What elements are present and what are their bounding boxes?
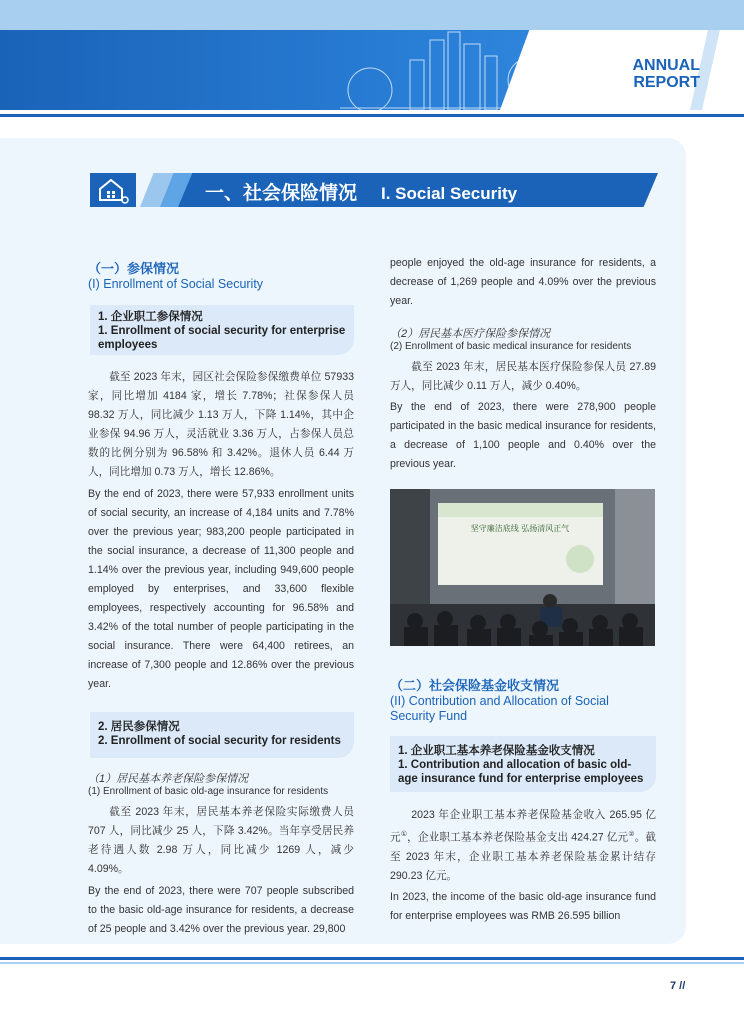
subheading-fund-cn: 1. 企业职工基本养老保险基金收支情况 [398, 745, 595, 757]
paragraph-oldage-en: By the end of 2023, there were 707 people subscribed to the basic old-age insurance for residents, a decrease of 25 people and 3.42% over the previous year. 29,800 [88, 885, 354, 935]
right-text-block-2 [390, 806, 656, 926]
sub2-heading-en: (2) Enrollment of basic medical insurance for residents [390, 341, 632, 352]
page-number: 7 // [670, 980, 686, 992]
paragraph-fund-cn [390, 806, 656, 886]
header-divider [0, 114, 744, 117]
top-bar [0, 0, 744, 30]
heading-fund-cn: （二）社会保险基金收支情况 [390, 678, 560, 693]
heading-fund-en: (II) Contribution and Allocation of Social Security Fund [390, 694, 609, 723]
sub1-heading-cn: （1）居民基本养老保险参保情况 [88, 773, 249, 785]
paragraph-oldage-continued-en: people enjoyed the old-age insurance for residents, a decrease of 1,269 people and 4.09% over the previous year. [390, 257, 656, 307]
report-title [560, 57, 700, 91]
footnote-mark-1[interactable]: ① [400, 831, 408, 838]
subheading-residents-en: 2. Enrollment of social security for residents [98, 735, 341, 747]
meeting-photo [390, 489, 655, 646]
paragraph-medical-cn: 截至 2023 年末，居民基本医疗保险参保人员 27.89 万人，同比减少 0.11 万人，减少 0.40%。 [390, 361, 656, 392]
screen-slogan: 坚守廉洁底线 弘扬清风正气 [470, 524, 570, 533]
subheading-box-residents [90, 712, 354, 758]
report-title-line1: ANNUAL [632, 57, 700, 74]
paragraph-fund-cn-part-a: 2023 年企业职工基本养老保险基金收入 265.95 亿元 [390, 809, 656, 844]
subheading-fund-en: 1. Contribution and allocation of basic old-age insurance fund for enterprise employees [398, 759, 644, 785]
right-heading-fund [390, 675, 656, 724]
paragraph-enterprise-cn: 截至 2023 年末，园区社会保险参保缴费单位 57933 家，同比增加 4184 家，增长 7.78%；社保参保人员 98.32 万人，同比减少 1.13 万人，下降 1.14%，其中企业参保 94.96 万人，灵活就业 3.36 万人，占参保人员总数的比例分别为 96.58% 和 3.42%。退休人员 6.44 万人，同比增加 0.73 万人，增长 12.86%。 [88, 371, 354, 478]
heading-enrollment-en: (I) Enrollment of Social Security [88, 277, 264, 291]
subheading-box-enterprise [90, 305, 354, 355]
paragraph-fund-cn-part-b: ，企业职工基本养老保险基金支出 424.27 亿元 [407, 831, 629, 844]
heading-enrollment-cn: （一）参保情况 [88, 261, 180, 276]
subheading-enterprise-cn: 1. 企业职工参保情况 [98, 311, 203, 323]
subheading-enterprise-en: 1. Enrollment of social security for enterprise employees [98, 325, 346, 351]
section-title [205, 178, 517, 205]
footnote-mark-2[interactable]: ② [628, 831, 635, 838]
report-title-line2: REPORT [633, 74, 700, 91]
paragraph-fund-en: In 2023, the income of the basic old-age insurance fund for enterprise employees was RMB 26.595 billion [390, 890, 656, 922]
paragraph-fund-cn-part-c: 。截至 2023 年末，企业职工基本养老保险基金累计结存 290.23 亿元。 [390, 831, 657, 882]
right-text-block-1 [390, 254, 656, 474]
left-text-block-1 [88, 368, 354, 694]
subheading-box-fund [390, 736, 656, 792]
footer-divider [0, 957, 744, 960]
paragraph-medical-en: By the end of 2023, there were 278,900 people participated in the basic medical insurance for residents, a decrease of 1,100 people and 0.40% over the previous year. [390, 401, 656, 470]
footer-divider-light [0, 962, 744, 964]
paragraph-enterprise-en: By the end of 2023, there were 57,933 enrollment units of social security, an increase of 4,184 units and 7.78% over the previous year; 983,200 people participated in the social insurance, a decrease of 11,300 people and 1.14% over the previous year, including 949,600 people employed by enterprises, and 33,600 flexible employees, respectively accounting for 96.58% and 3.42% of the total number of people participating in the social insurance. There were 64,400 retirees, an increase of 7,300 people and 12.86% over the previous year. [88, 488, 354, 690]
paragraph-oldage-cn: 截至 2023 年末，居民基本养老保险实际缴费人员 707 人，同比减少 25 人，下降 3.42%。当年享受居民养老待遇人数 2.98 万人，同比减少 1269 人，减少 4.09%。 [88, 806, 354, 875]
left-text-block-2 [88, 770, 354, 939]
sub2-heading-cn: （2）居民基本医疗保险参保情况 [390, 328, 551, 340]
house-icon [90, 173, 136, 207]
section-title-en: I. Social Security [381, 184, 518, 203]
left-column [88, 258, 354, 292]
subheading-residents-cn: 2. 居民参保情况 [98, 721, 180, 733]
sub1-heading-en: (1) Enrollment of basic old-age insurance for residents [88, 786, 329, 797]
section-title-cn: 一、社会保险情况 [205, 183, 358, 204]
